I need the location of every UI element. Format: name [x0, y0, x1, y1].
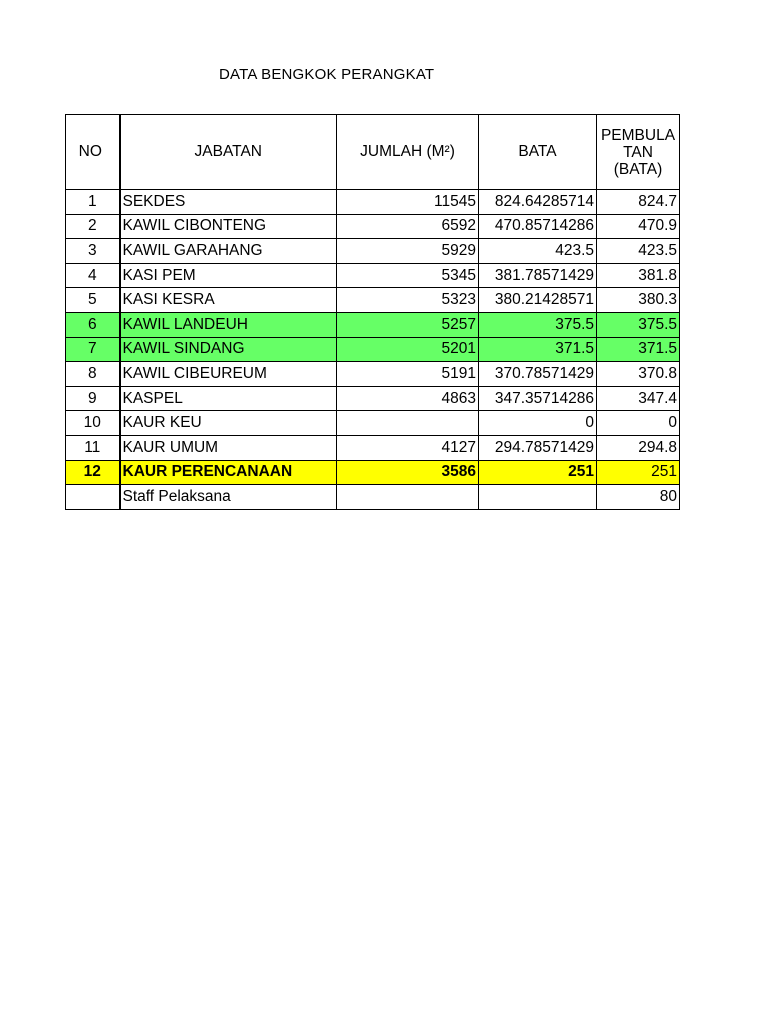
cell-jabatan: KASI PEM — [120, 263, 337, 288]
cell-bata: 470.85714286 — [479, 214, 597, 239]
cell-bata: 824.64285714 — [479, 190, 597, 215]
cell-no: 6 — [66, 312, 120, 337]
header-pembulatan: PEMBULA TAN (BATA) — [597, 115, 680, 190]
cell-bata: 423.5 — [479, 239, 597, 264]
cell-no: 7 — [66, 337, 120, 362]
cell-jumlah: 5201 — [337, 337, 479, 362]
cell-jabatan: KAUR PERENCANAAN — [120, 460, 337, 485]
cell-jumlah: 6592 — [337, 214, 479, 239]
cell-jumlah: 5257 — [337, 312, 479, 337]
cell-jumlah: 5191 — [337, 362, 479, 387]
bengkok-table — [65, 114, 680, 510]
cell-pembulatan: 251 — [597, 460, 680, 485]
cell-pembulatan: 380.3 — [597, 288, 680, 313]
cell-jabatan: KASPEL — [120, 386, 337, 411]
cell-pembulatan: 370.8 — [597, 362, 680, 387]
table-row — [66, 485, 680, 510]
cell-pembulatan: 80 — [597, 485, 680, 510]
cell-jabatan: KAUR UMUM — [120, 435, 337, 460]
cell-jabatan: KASI KESRA — [120, 288, 337, 313]
cell-pembulatan: 423.5 — [597, 239, 680, 264]
cell-jabatan: KAWIL LANDEUH — [120, 312, 337, 337]
cell-no: 5 — [66, 288, 120, 313]
cell-jumlah: 5929 — [337, 239, 479, 264]
cell-no — [66, 485, 120, 510]
cell-jabatan: KAWIL CIBONTENG — [120, 214, 337, 239]
cell-bata: 381.78571429 — [479, 263, 597, 288]
header-jumlah: JUMLAH (M²) — [337, 115, 479, 190]
cell-jabatan: KAUR KEU — [120, 411, 337, 436]
cell-bata: 294.78571429 — [479, 435, 597, 460]
cell-bata: 347.35714286 — [479, 386, 597, 411]
cell-pembulatan: 371.5 — [597, 337, 680, 362]
header-row — [66, 115, 680, 190]
cell-jabatan: SEKDES — [120, 190, 337, 215]
cell-jumlah: 3586 — [337, 460, 479, 485]
table-row — [66, 263, 680, 288]
page-title: DATA BENGKOK PERANGKAT — [219, 66, 435, 83]
cell-pembulatan: 470.9 — [597, 214, 680, 239]
cell-jumlah — [337, 485, 479, 510]
table-row — [66, 362, 680, 387]
cell-pembulatan: 375.5 — [597, 312, 680, 337]
cell-pembulatan: 347.4 — [597, 386, 680, 411]
table-row — [66, 312, 680, 337]
header-jabatan: JABATAN — [120, 115, 337, 190]
table-row — [66, 239, 680, 264]
cell-bata: 380.21428571 — [479, 288, 597, 313]
table-row — [66, 214, 680, 239]
cell-bata: 375.5 — [479, 312, 597, 337]
cell-pembulatan: 824.7 — [597, 190, 680, 215]
cell-bata: 0 — [479, 411, 597, 436]
table-row — [66, 435, 680, 460]
cell-pembulatan: 381.8 — [597, 263, 680, 288]
cell-pembulatan: 294.8 — [597, 435, 680, 460]
cell-jabatan: KAWIL SINDANG — [120, 337, 337, 362]
cell-no: 8 — [66, 362, 120, 387]
cell-jumlah: 4127 — [337, 435, 479, 460]
cell-jumlah: 5345 — [337, 263, 479, 288]
cell-no: 3 — [66, 239, 120, 264]
cell-no: 1 — [66, 190, 120, 215]
table-row — [66, 411, 680, 436]
cell-jumlah: 11545 — [337, 190, 479, 215]
table-row — [66, 288, 680, 313]
cell-jabatan: KAWIL GARAHANG — [120, 239, 337, 264]
cell-pembulatan: 0 — [597, 411, 680, 436]
cell-no: 12 — [66, 460, 120, 485]
cell-bata — [479, 485, 597, 510]
cell-jumlah — [337, 411, 479, 436]
cell-bata: 371.5 — [479, 337, 597, 362]
cell-no: 2 — [66, 214, 120, 239]
table-row — [66, 386, 680, 411]
table-row — [66, 190, 680, 215]
cell-no: 10 — [66, 411, 120, 436]
cell-jabatan: Staff Pelaksana — [120, 485, 337, 510]
cell-jumlah: 4863 — [337, 386, 479, 411]
header-bata: BATA — [479, 115, 597, 190]
cell-jumlah: 5323 — [337, 288, 479, 313]
header-no: NO — [66, 115, 120, 190]
table-row — [66, 460, 680, 485]
cell-no: 4 — [66, 263, 120, 288]
cell-no: 11 — [66, 435, 120, 460]
cell-bata: 370.78571429 — [479, 362, 597, 387]
cell-bata: 251 — [479, 460, 597, 485]
cell-jabatan: KAWIL CIBEUREUM — [120, 362, 337, 387]
cell-no: 9 — [66, 386, 120, 411]
table-row — [66, 337, 680, 362]
